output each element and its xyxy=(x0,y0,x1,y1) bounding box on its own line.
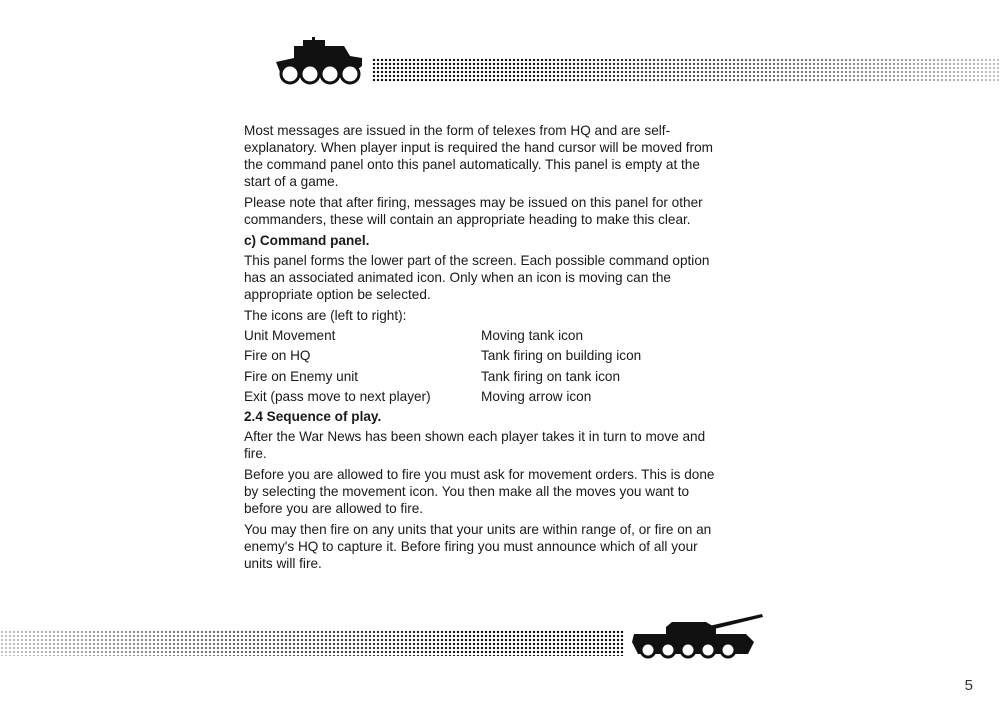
icon-command: Exit (pass move to next player) xyxy=(244,389,431,405)
heading-sequence-of-play: 2.4 Sequence of play. xyxy=(244,409,382,424)
icons-row xyxy=(244,366,724,387)
paragraph-note: Please note that after firing, messages may be issued on this panel for other commanders, these will contain an appropriate heading to make this clear. xyxy=(244,195,703,227)
icons-row xyxy=(244,387,724,408)
heading-command-panel: c) Command panel. xyxy=(244,233,370,248)
paragraph-icons-intro: The icons are (left to right): xyxy=(244,308,407,323)
paragraph-sequence-1: After the War News has been shown each player takes it in turn to move and fire. xyxy=(244,429,706,461)
tank-icon xyxy=(630,612,764,664)
armored-car-icon xyxy=(274,36,366,86)
top-halftone-band xyxy=(372,58,1000,82)
page-number: 5 xyxy=(964,677,973,694)
icon-description: Tank firing on tank icon xyxy=(481,368,621,384)
bottom-halftone-band xyxy=(0,630,624,656)
icon-command: Fire on HQ xyxy=(244,348,311,364)
page-content xyxy=(244,122,724,576)
icon-command: Unit Movement xyxy=(244,327,336,343)
paragraph-sequence-2: Before you are allowed to fire you must ask for movement orders. This is done by selecting the movement icon. You then make all the moves you want to before you are allowed to fire. xyxy=(244,467,715,516)
icons-table xyxy=(244,325,724,407)
icons-row xyxy=(244,325,724,346)
icon-command: Fire on Enemy unit xyxy=(244,368,359,384)
icons-row xyxy=(244,346,724,367)
icon-description: Tank firing on building icon xyxy=(481,348,642,364)
icon-description: Moving tank icon xyxy=(481,327,584,343)
icon-description: Moving arrow icon xyxy=(481,389,592,405)
paragraph-messages: Most messages are issued in the form of telexes from HQ and are self-explanatory. When player input is required the hand cursor will be moved from the command panel onto this panel automatically. This panel is empty at the start of a game. xyxy=(244,123,713,189)
paragraph-command-panel: This panel forms the lower part of the screen. Each possible command option has an associated animated icon. Only when an icon is moving can the appropriate option be selected. xyxy=(244,253,710,302)
paragraph-sequence-3: You may then fire on any units that your units are within range of, or fire on an enemy's HQ to capture it. Before firing you must announce which of all your units will fire. xyxy=(244,522,712,571)
